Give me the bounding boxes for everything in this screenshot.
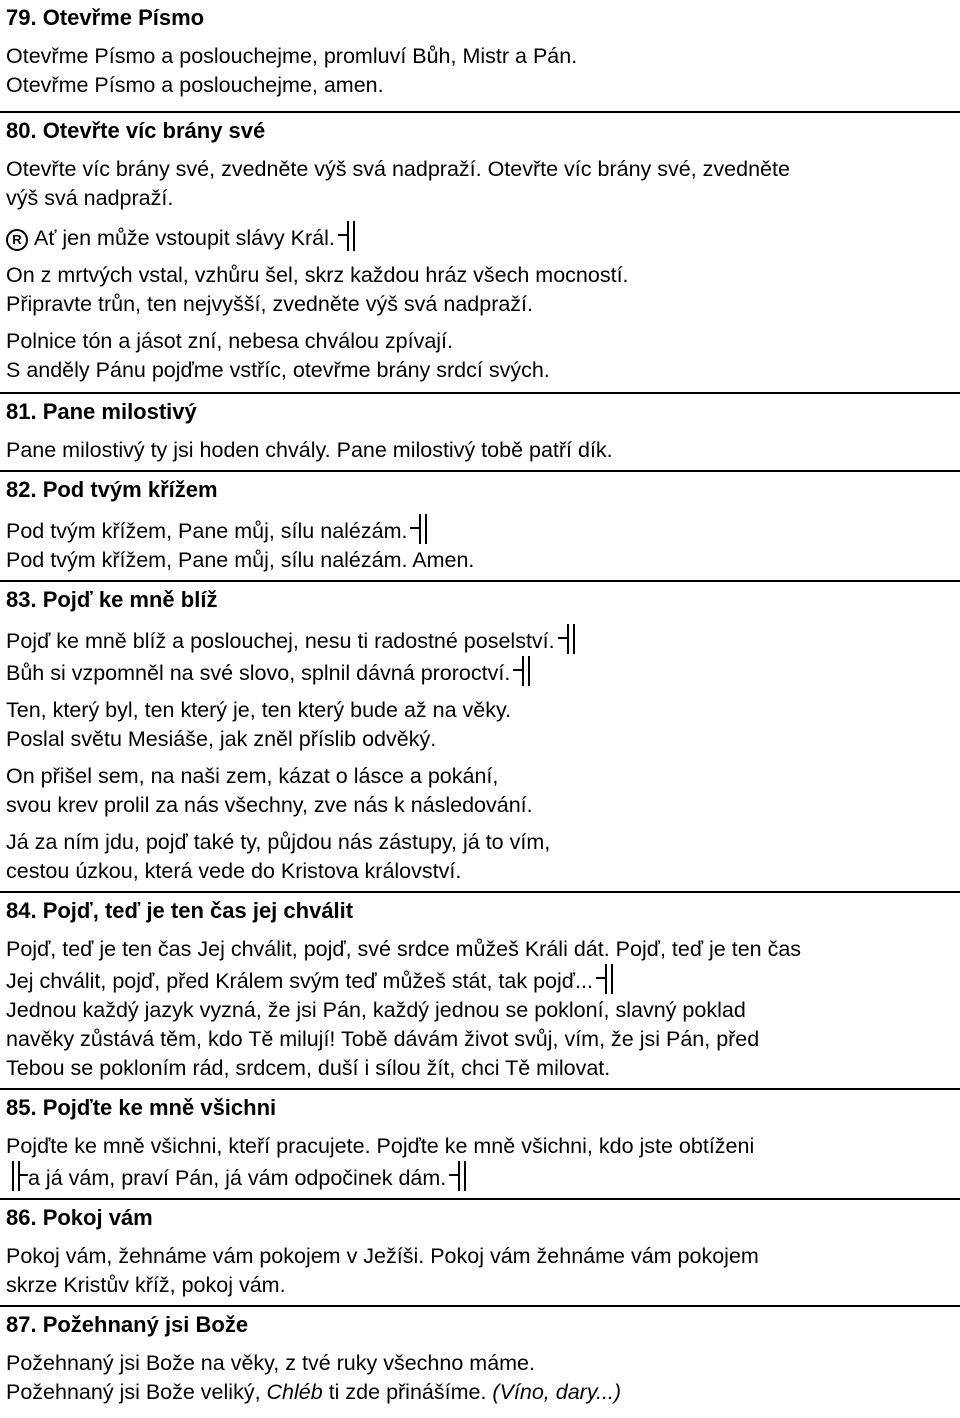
- stanza: [0, 696, 960, 754]
- lyric-text: ti zde přinášíme.: [328, 1380, 487, 1404]
- lyric-line: Poslal světu Mesiáše, jak zněl příslib odvěký.: [6, 727, 437, 751]
- lyric-line: Bůh si vzpomněl na své slovo, splnil dávná proroctví.: [6, 661, 511, 685]
- stanza: [0, 436, 960, 465]
- lyric-line: výš svá nadpraží.: [6, 186, 174, 210]
- lyric-line: navěky zůstává těm, kdo Tě milují! Tobě dávám život svůj, vím, že jsi Pán, před: [6, 1027, 760, 1051]
- lyric-line: Jednou každý jazyk vyzná, že jsi Pán, každý jednou se pokloní, slavný poklad: [6, 998, 746, 1022]
- song-title: 83. Pojď ke mně blíž: [6, 587, 218, 612]
- refrain-icon: R: [6, 229, 28, 251]
- lyric-line: Pojď ke mně blíž a poslouchej, nesu ti radostné poselství.: [6, 629, 555, 653]
- song-title: 82. Pod tvým křížem: [6, 477, 218, 502]
- repeat-end-icon: [601, 964, 615, 994]
- song-85: [0, 1090, 960, 1200]
- lyric-line: Pojďte ke mně všichni, kteří pracujete. Pojďte ke mně všichni, kdo jste obtíženi: [6, 1134, 755, 1158]
- song-84: [0, 893, 960, 1090]
- repeat-end-icon: [454, 1161, 468, 1191]
- lyric-line: Požehnaný jsi Bože na věky, z tvé ruky všechno máme.: [6, 1351, 535, 1375]
- song-81: [0, 394, 960, 472]
- stanza: [0, 155, 960, 213]
- lyric-line: S anděly Pánu pojďme vstříc, otevřme brány srdcí svých.: [6, 358, 550, 382]
- lyric-line: a já vám, praví Pán, já vám odpočinek dám.: [28, 1166, 447, 1190]
- song-79: [0, 0, 960, 113]
- repeat-end-icon: [518, 656, 532, 686]
- stanza: [0, 42, 960, 100]
- lyric-line: Já za ním jdu, pojď také ty, půjdou nás zástupy, já to vím,: [6, 830, 551, 854]
- song-title: 81. Pane milostivý: [6, 399, 197, 424]
- song-title: 85. Pojďte ke mně všichni: [6, 1095, 277, 1120]
- lyric-italic: (Víno, dary...): [492, 1380, 622, 1404]
- song-87: [0, 1307, 960, 1418]
- lyric-line: svou krev prolil za nás všechny, zve nás k následování.: [6, 793, 533, 817]
- lyric-line: Pokoj vám, žehnáme vám pokojem v Ježíši. Pokoj vám žehnáme vám pokojem: [6, 1244, 759, 1268]
- lyric-line: Tebou se pokloním rád, srdcem, duší i sílou žít, chci Tě milovat.: [6, 1056, 611, 1080]
- lyric-line: Pod tvým křížem, Pane můj, sílu nalézám. Amen.: [6, 548, 475, 572]
- repeat-start-icon: [8, 1161, 22, 1191]
- stanza: [0, 828, 960, 886]
- lyric-line: Pane milostivý ty jsi hoden chvály. Pane milostivý tobě patří dík.: [6, 438, 613, 462]
- lyric-line: Pod tvým křížem, Pane můj, sílu nalézám.: [6, 519, 408, 543]
- lyric-line: Otevřme Písmo a poslouchejme, promluví Bůh, Mistr a Pán.: [6, 44, 578, 68]
- lyric-text: Požehnaný jsi Bože veliký,: [6, 1380, 261, 1404]
- stanza: [0, 327, 960, 385]
- lyric-line: Jej chválit, pojď, před Králem svým teď můžeš stát, tak pojď...: [6, 969, 593, 993]
- song-86: [0, 1200, 960, 1307]
- song-title: 86. Pokoj vám: [6, 1205, 153, 1230]
- lyric-line: skrze Kristův kříž, pokoj vám.: [6, 1273, 286, 1297]
- lyric-line: Otevřme Písmo a poslouchejme, amen.: [6, 73, 384, 97]
- stanza: [0, 261, 960, 319]
- lyric-line: Ten, který byl, ten který je, ten který bude až na věky.: [6, 698, 512, 722]
- lyric-line-mixed: [6, 1378, 960, 1407]
- song-title: 87. Požehnaný jsi Bože: [6, 1312, 249, 1337]
- stanza: [0, 1349, 960, 1407]
- stanza: [0, 762, 960, 820]
- song-title: 79. Otevřme Písmo: [6, 5, 205, 30]
- song-82: [0, 472, 960, 582]
- stanza: [0, 624, 960, 688]
- lyric-line: Polnice tón a jásot zní, nebesa chválou zpívají.: [6, 329, 453, 353]
- lyric-line: On přišel sem, na naši zem, kázat o lásce a pokání,: [6, 764, 499, 788]
- song-80: [0, 113, 960, 394]
- repeat-end-icon: [343, 221, 357, 251]
- lyric-italic: Chléb: [266, 1380, 323, 1404]
- song-title: 80. Otevřte víc brány své: [6, 118, 266, 143]
- refrain: [0, 221, 960, 253]
- lyric-line: Ať jen může vstoupit slávy Král.: [34, 226, 335, 250]
- stanza: [0, 935, 960, 1083]
- lyric-line: cestou úzkou, která vede do Kristova království.: [6, 859, 462, 883]
- lyric-line: On z mrtvých vstal, vzhůru šel, skrz každou hráz všech mocností.: [6, 263, 629, 287]
- stanza: [0, 1242, 960, 1300]
- lyric-line: Otevřte víc brány své, zvedněte výš svá nadpraží. Otevřte víc brány své, zvedněte: [6, 157, 790, 181]
- stanza: [0, 514, 960, 575]
- lyric-line: Připravte trůn, ten nejvyšší, zvedněte výš svá nadpraží.: [6, 292, 534, 316]
- song-83: [0, 582, 960, 893]
- song-title: 84. Pojď, teď je ten čas jej chválit: [6, 898, 354, 923]
- lyric-line: Pojď, teď je ten čas Jej chválit, pojď, své srdce můžeš Králi dát. Pojď, teď je ten čas: [6, 937, 802, 961]
- stanza: [0, 1132, 960, 1193]
- repeat-end-icon: [415, 514, 429, 544]
- repeat-end-icon: [563, 624, 577, 654]
